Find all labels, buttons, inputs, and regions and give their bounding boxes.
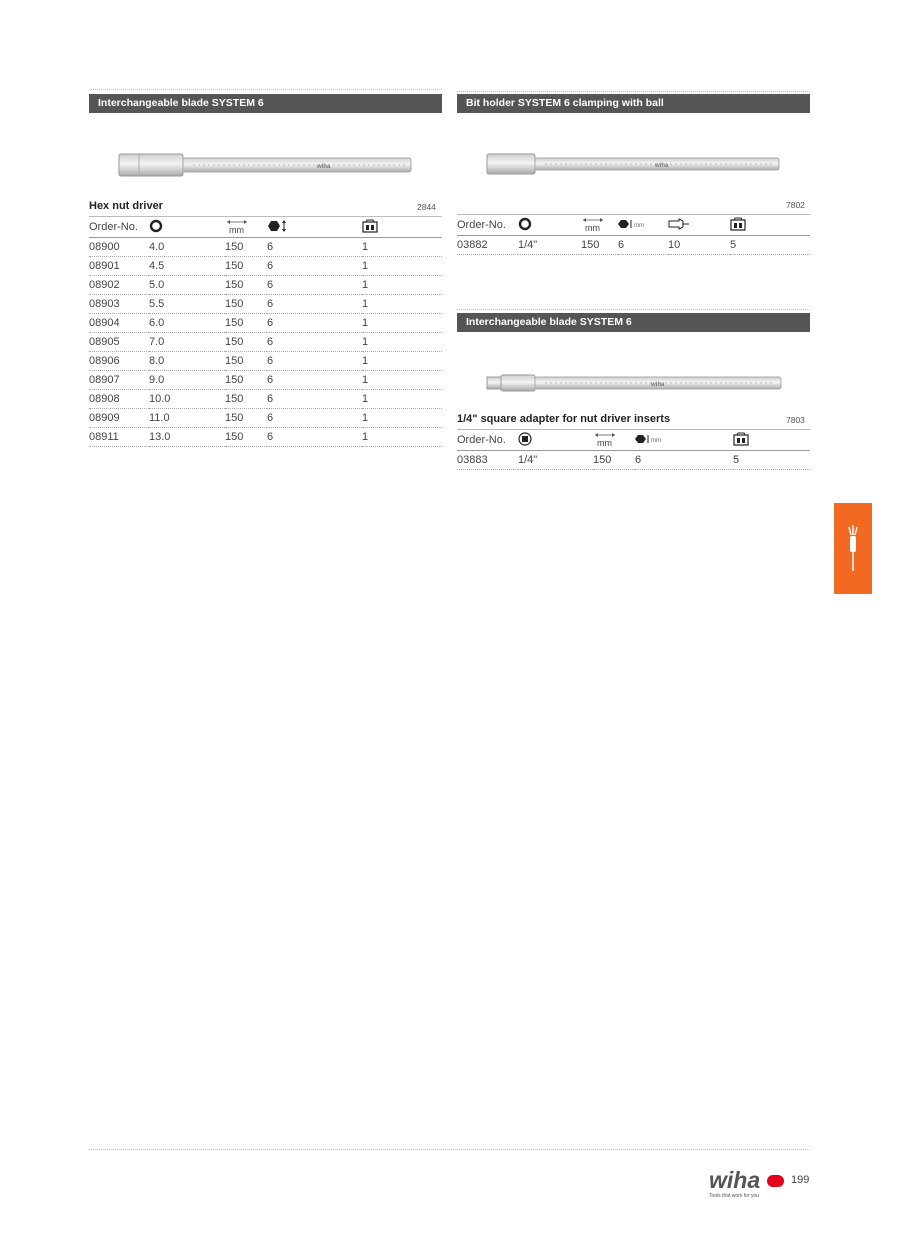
- order-no-cell: 08900: [89, 238, 149, 257]
- hex-shank-icon: [618, 215, 668, 236]
- length-cell: 150: [593, 451, 635, 470]
- length-cell: 150: [225, 371, 267, 390]
- table-row: [89, 295, 442, 314]
- hex-cell: 6: [267, 257, 362, 276]
- article-code: 2844: [417, 202, 436, 212]
- length-mm-icon: [593, 430, 635, 451]
- order-no-cell: 08905: [89, 333, 149, 352]
- size-cell: 8.0: [149, 352, 225, 371]
- table-row: [89, 352, 442, 371]
- order-no-cell: 08909: [89, 409, 149, 428]
- order-no-cell: 08903: [89, 295, 149, 314]
- hex-cell: 6: [618, 236, 668, 255]
- hex-cell: 6: [267, 333, 362, 352]
- pack-cell: 1: [362, 314, 442, 333]
- screwdriver-chapter-icon: [834, 503, 872, 594]
- header-order-no: Order-No.: [89, 217, 149, 238]
- hex-cell: 6: [267, 371, 362, 390]
- length-cell: 150: [225, 428, 267, 447]
- size-cell: 9.0: [149, 371, 225, 390]
- length-cell: 150: [225, 333, 267, 352]
- square-adapter-image: [485, 372, 783, 394]
- svg-text:mm: mm: [585, 222, 600, 232]
- length-cell: 150: [225, 238, 267, 257]
- hex-shank-icon: [267, 217, 362, 238]
- size-cell: 10.0: [149, 390, 225, 409]
- order-no-cell: 08902: [89, 276, 149, 295]
- article-code: 7802: [786, 200, 805, 210]
- pack-cell: 5: [730, 236, 810, 255]
- size-cell: 5.0: [149, 276, 225, 295]
- order-no-cell: 03883: [457, 451, 518, 470]
- hex-cell: 6: [267, 276, 362, 295]
- table-row: [89, 314, 442, 333]
- hex-cell: 6: [267, 295, 362, 314]
- table-header: [457, 430, 810, 451]
- table-row: [457, 451, 810, 470]
- section-bar-right-bottom: Interchangeable blade SYSTEM 6: [457, 313, 810, 332]
- pack-cell: 1: [362, 295, 442, 314]
- product-title-square-adapter: 1/4" square adapter for nut driver inserts: [457, 413, 671, 425]
- pack-cell: 1: [362, 333, 442, 352]
- order-no-cell: 08908: [89, 390, 149, 409]
- section-bar-right-top: Bit holder SYSTEM 6 clamping with ball: [457, 94, 810, 113]
- pack-cell: 1: [362, 238, 442, 257]
- size-cell: 13.0: [149, 428, 225, 447]
- pack-cell: 1: [362, 428, 442, 447]
- divider: [89, 89, 442, 90]
- hex-cell: 6: [267, 428, 362, 447]
- svg-text:mm: mm: [597, 437, 612, 447]
- size-cell: 5.5: [149, 295, 225, 314]
- hex-nut-driver-image: [117, 152, 413, 178]
- table-row: [89, 333, 442, 352]
- hex-nut-driver-table: [89, 216, 442, 447]
- insert-depth-icon: [668, 215, 730, 236]
- table-row: [89, 409, 442, 428]
- table-row: [457, 236, 810, 255]
- footer-divider: [89, 1149, 810, 1150]
- hex-cell: 6: [267, 238, 362, 257]
- order-no-cell: 03882: [457, 236, 518, 255]
- product-title-hex-nut-driver: Hex nut driver: [89, 200, 163, 212]
- order-no-cell: 08904: [89, 314, 149, 333]
- pack-cell: 1: [362, 409, 442, 428]
- size-cell: 1/4": [518, 451, 593, 470]
- pack-cell: 1: [362, 276, 442, 295]
- svg-text:mm: mm: [634, 222, 644, 229]
- table-row: [89, 257, 442, 276]
- table-row: [89, 390, 442, 409]
- size-cell: 4.0: [149, 238, 225, 257]
- header-order-no: Order-No.: [457, 215, 518, 236]
- article-code: 7803: [786, 415, 805, 425]
- bit-holder-table: [457, 214, 810, 255]
- length-cell: 150: [225, 314, 267, 333]
- size-cell: 1/4": [518, 236, 581, 255]
- length-mm-icon: [225, 217, 267, 238]
- square-drive-icon: [518, 430, 593, 451]
- size-cell: 11.0: [149, 409, 225, 428]
- pack-cell: 1: [362, 257, 442, 276]
- order-no-cell: 08901: [89, 257, 149, 276]
- length-cell: 150: [225, 295, 267, 314]
- divider: [457, 91, 810, 92]
- length-cell: 150: [225, 276, 267, 295]
- hex-cell: 6: [267, 390, 362, 409]
- table-row: [89, 238, 442, 257]
- table-row: [89, 276, 442, 295]
- square-adapter-table: [457, 429, 810, 470]
- length-mm-icon: [581, 215, 618, 236]
- pack-cell: 1: [362, 352, 442, 371]
- hex-cell: 6: [635, 451, 733, 470]
- socket-ring-icon: [149, 217, 225, 238]
- length-cell: 150: [225, 257, 267, 276]
- pack-cell: 5: [733, 451, 810, 470]
- length-cell: 150: [225, 352, 267, 371]
- depth-cell: 10: [668, 236, 730, 255]
- hex-cell: 6: [267, 352, 362, 371]
- table-header: [89, 217, 442, 238]
- pack-cell: 1: [362, 371, 442, 390]
- length-cell: 150: [225, 390, 267, 409]
- svg-text:wiha: wiha: [655, 163, 669, 169]
- hex-cell: 6: [267, 409, 362, 428]
- order-no-cell: 08911: [89, 428, 149, 447]
- section-bar-left: Interchangeable blade SYSTEM 6: [89, 94, 442, 113]
- socket-ring-icon: [518, 215, 581, 236]
- pack-cell: 1: [362, 390, 442, 409]
- page-number: 199: [791, 1174, 810, 1186]
- divider: [457, 309, 810, 310]
- order-no-cell: 08907: [89, 371, 149, 390]
- order-no-cell: 08906: [89, 352, 149, 371]
- bit-holder-image: [485, 152, 781, 176]
- package-icon: [730, 215, 810, 236]
- svg-text:Tools that work for you: Tools that work for you: [709, 1193, 760, 1199]
- hex-cell: 6: [267, 314, 362, 333]
- table-row: [89, 428, 442, 447]
- table-row: [89, 371, 442, 390]
- size-cell: 6.0: [149, 314, 225, 333]
- size-cell: 7.0: [149, 333, 225, 352]
- package-icon: [733, 430, 810, 451]
- svg-text:wiha: wiha: [709, 1167, 761, 1193]
- svg-text:wiha: wiha: [651, 382, 665, 388]
- svg-text:wiha: wiha: [317, 164, 331, 170]
- hex-shank-icon: [635, 430, 733, 451]
- header-order-no: Order-No.: [457, 430, 518, 451]
- chapter-side-tab[interactable]: [834, 503, 872, 594]
- svg-text:mm: mm: [651, 437, 661, 444]
- svg-text:mm: mm: [229, 224, 244, 234]
- length-cell: 150: [581, 236, 618, 255]
- wiha-logo: [708, 1167, 786, 1204]
- table-header: [457, 215, 810, 236]
- package-icon: [362, 217, 442, 238]
- length-cell: 150: [225, 409, 267, 428]
- size-cell: 4.5: [149, 257, 225, 276]
